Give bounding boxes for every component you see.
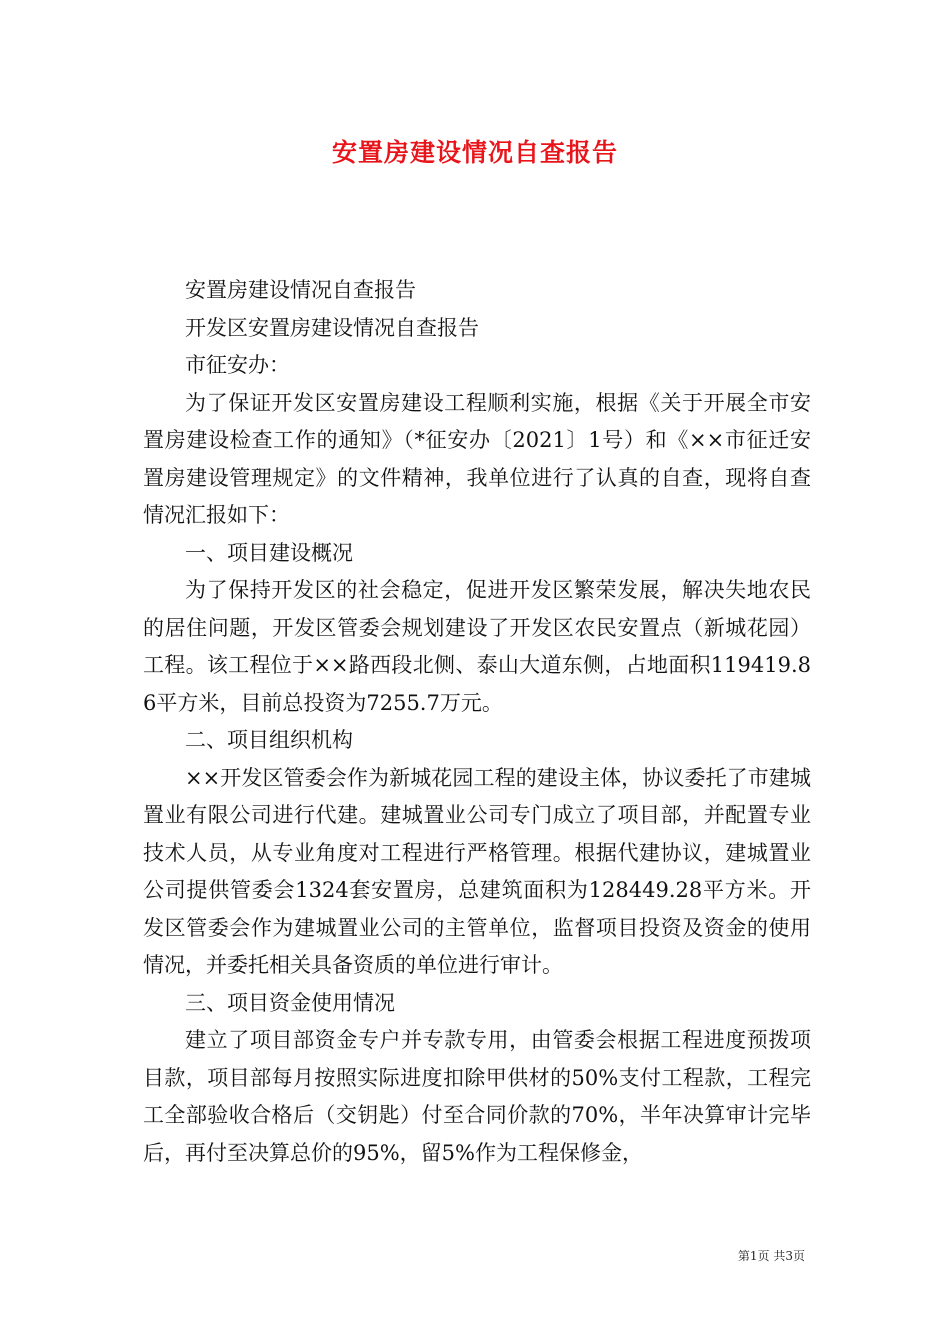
paragraph-organization: ××开发区管委会作为新城花园工程的建设主体，协议委托了市建城置业有限公司进行代建。建城置业公司专门成立了项目部，并配置专业技术人员，从专业角度对工程进行严格管理。根据代建协议，建城置业公司提供管委会1324套安置房，总建筑面积为128449.28平方米。开发区管委会作为建城置业公司的主管单位，监督项目投资及资金的使用情况，并委托相关具备资质的单位进行审计。 [143, 765, 811, 977]
paragraph-intro: 为了保证开发区安置房建设工程顺利实施，根据《关于开展全市安置房建设检查工作的通知》（*征安办〔2021〕1号）和《××市征迁安置房建设管理规定》的文件精神，我单位进行了认真的自查，现将自查情况汇报如下： [143, 390, 811, 527]
section-heading-organization: 二、项目组织机构 [185, 728, 353, 752]
paragraph-heading-repeat: 安置房建设情况自查报告 [185, 278, 416, 302]
page-number: 第1页 共3页 [737, 1249, 805, 1263]
section-heading-funds: 三、项目资金使用情况 [185, 990, 395, 1015]
paragraph-addressee: 市征安办： [185, 353, 290, 377]
section-heading-overview: 一、项目建设概况 [185, 540, 353, 565]
paragraph-funds: 建立了项目部资金专户并专款专用，由管委会根据工程进度预拨项目款，项目部每月按照实际进度扣除甲供材的50%支付工程款，工程完工全部验收合格后（交钥匙）付至合同价款的70%，半年决算审计完毕后，再付至决算总价的95%，留5%作为工程保修金， [143, 1028, 811, 1165]
document-body [143, 272, 811, 1172]
page-title: 安置房建设情况自查报告 [331, 138, 618, 167]
paragraph-overview: 为了保持开发区的社会稳定，促进开发区繁荣发展，解决失地农民的居住问题，开发区管委会规划建设了开发区农民安置点（新城花园）工程。该工程位于××路西段北侧、泰山大道东侧，占地面积119419.86平方米，目前总投资为7255.7万元。 [143, 578, 811, 715]
paragraph-subtitle: 开发区安置房建设情况自查报告 [185, 315, 479, 340]
